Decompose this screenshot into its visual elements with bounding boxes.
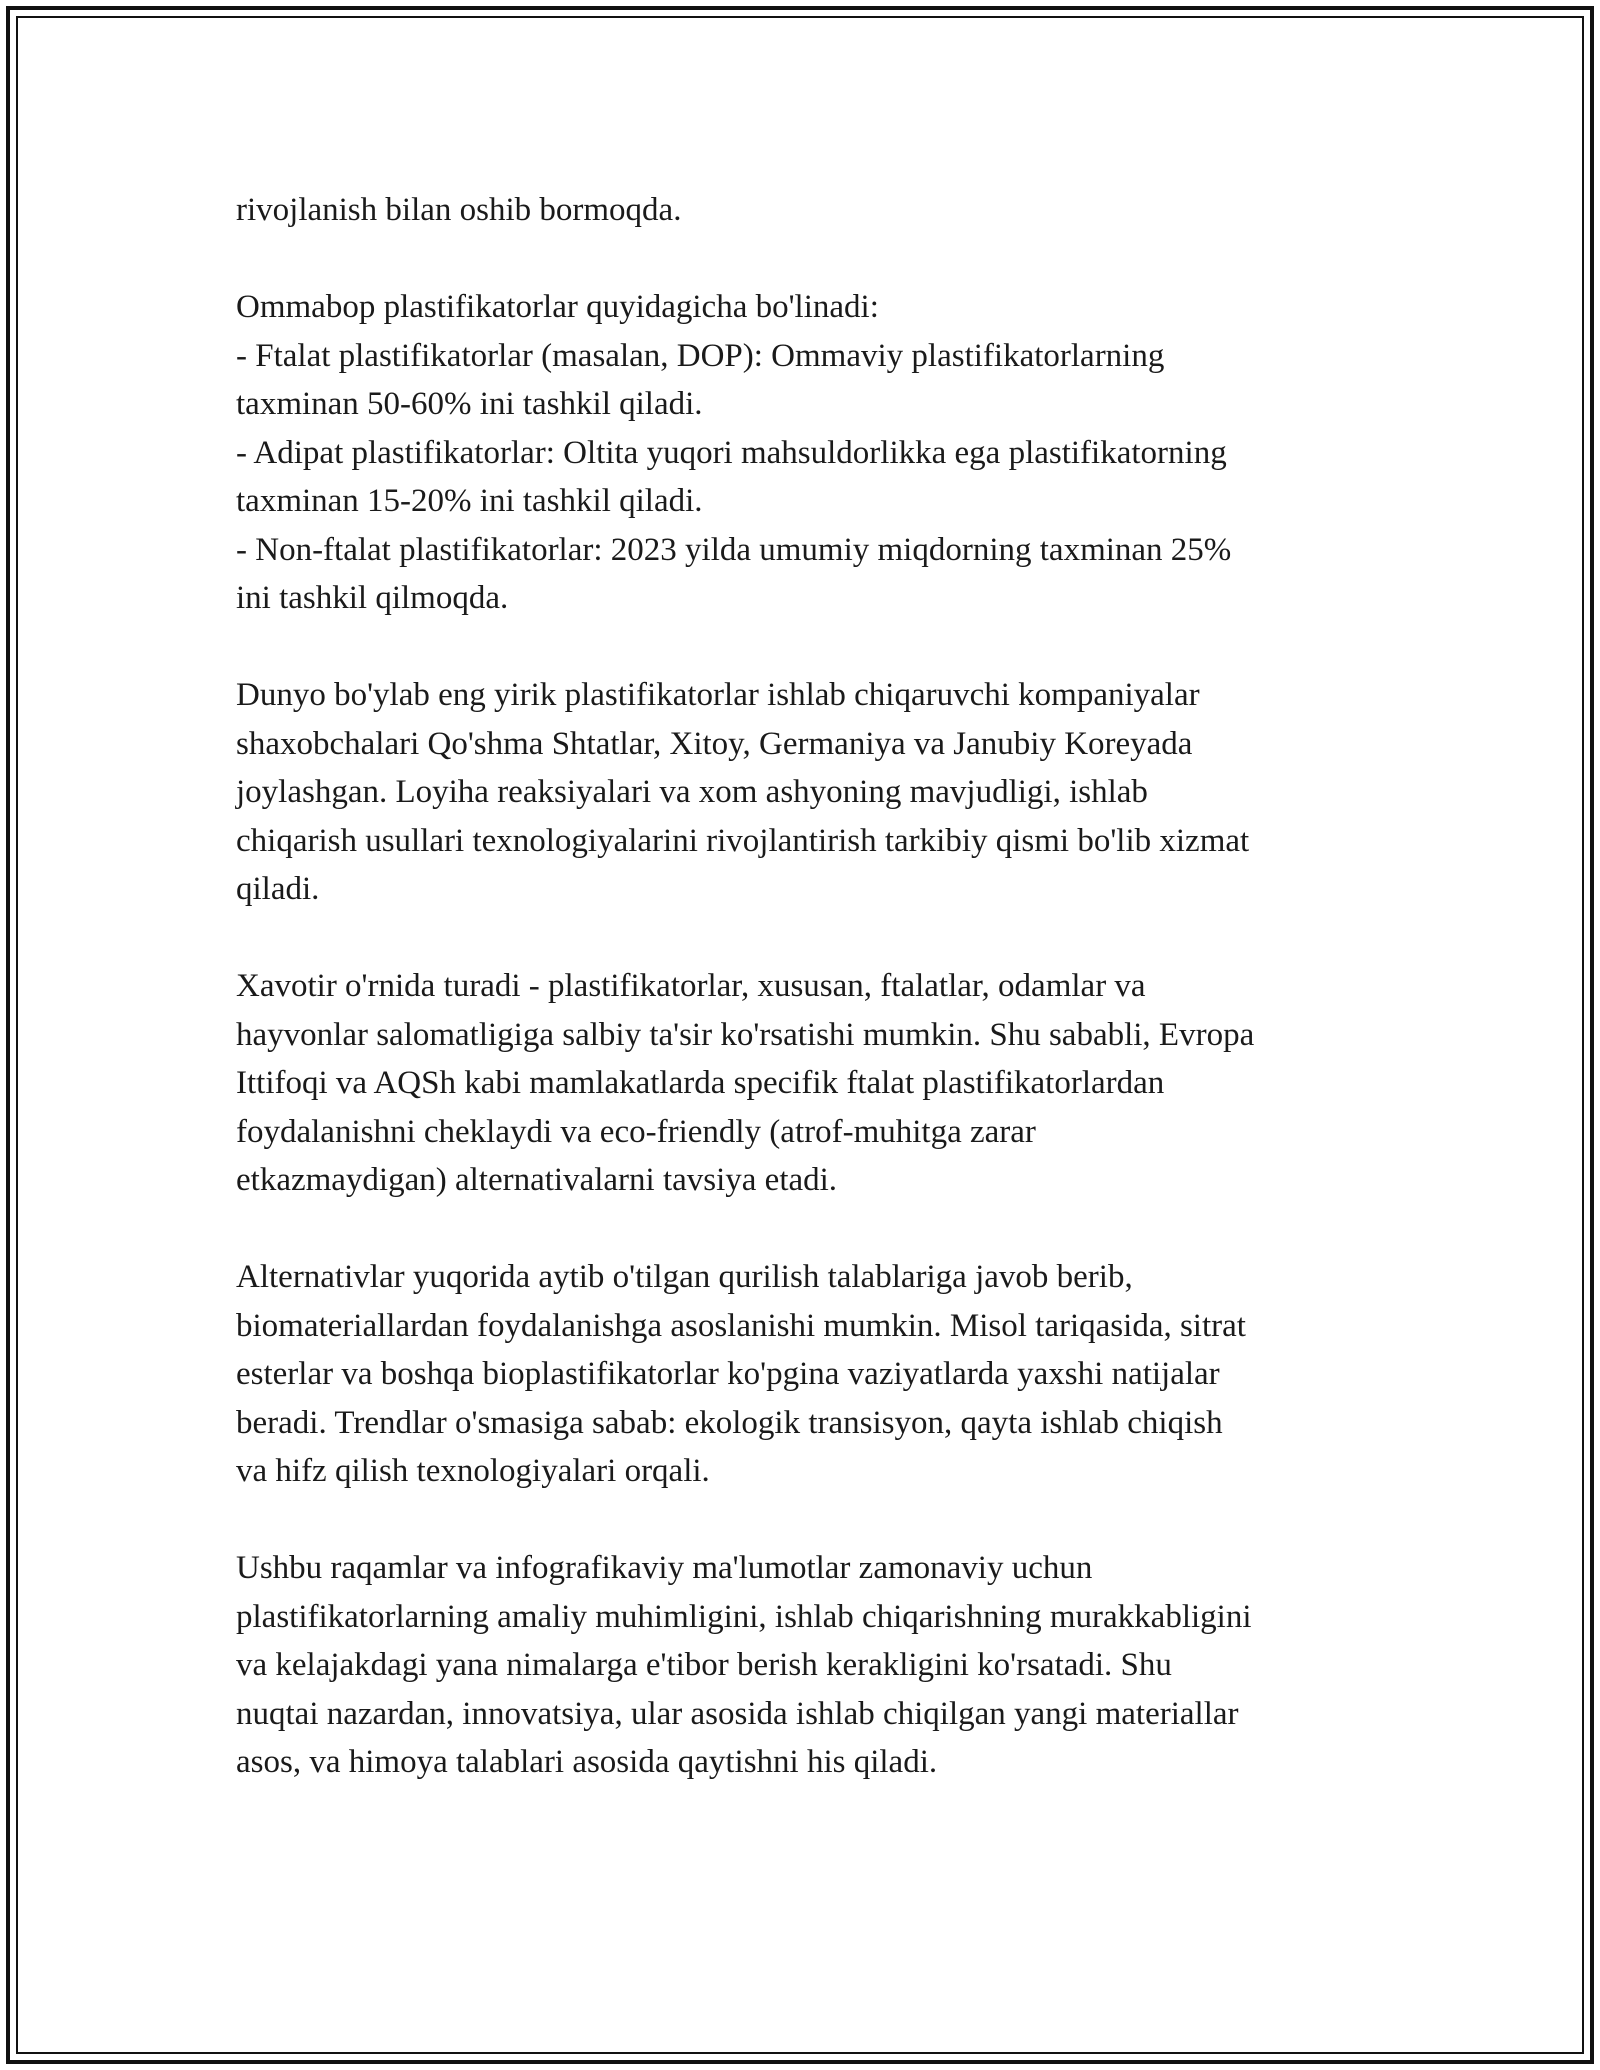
list-item-phthalate: - Ftalat plastifikatorlar (masalan, DOP): Ommaviy plastifikatorlarning [236,337,1165,374]
text-line: plastifikatorlarning amaliy muhimligini, ishlab chiqarishning murakkabligini [236,1598,1252,1635]
paragraph-intro [236,186,1386,235]
text-line: chiqarish usullari texnologiyalarini rivojlantirish tarkibiy qismi bo'lib xizmat [236,822,1250,859]
text-line: nuqtai nazardan, innovatsiya, ular asosida ishlab chiqilgan yangi materiallar [236,1695,1239,1732]
text-line: esterlar va boshqa bioplastifikatorlar ko'pgina vaziyatlarda yaxshi natijalar [236,1356,1220,1392]
text-line: rivojlanish bilan oshib bormoqda. [236,192,682,228]
text-line: Alternativlar yuqorida aytib o'tilgan qurilish talablariga javob berib, [236,1259,1133,1295]
text-line: biomateriallardan foydalanishga asoslanishi mumkin. Misol tariqasida, sitrat [236,1307,1246,1344]
list-item-adipate: - Adipat plastifikatorlar: Oltita yuqori mahsuldorlikka ega plastifikatorning [236,434,1227,471]
paragraph-alternatives [236,1253,1386,1496]
paragraph-health-concern [236,962,1386,1205]
paragraph-conclusion [236,1544,1386,1787]
paragraph-plasticizer-types [236,283,1386,623]
text-line: etkazmaydigan) alternativalarni tavsiya etadi. [236,1162,838,1198]
paragraph-producers [236,671,1386,914]
text-line: Ommabop plastifikatorlar quyidagicha bo'linadi: [236,289,879,325]
text-line: qiladi. [236,871,320,907]
text-line: va kelajakdagi yana nimalarga e'tibor berish kerakligini ko'rsatadi. Shu [236,1647,1172,1683]
text-line: hayvonlar salomatligiga salbiy ta'sir ko'rsatishi mumkin. Shu sababli, Evropa [236,1016,1255,1053]
text-line: beradi. Trendlar o'smasiga sabab: ekologik transisyon, qayta ishlab chiqish [236,1404,1223,1441]
text-line: Ittifoqi va AQSh kabi mamlakatlarda specifik ftalat plastifikatorlardan [236,1065,1165,1101]
document-body [236,186,1386,1835]
text-line: taxminan 50-60% ini tashkil qiladi. [236,386,703,422]
text-line: Dunyo bo'ylab eng yirik plastifikatorlar ishlab chiqaruvchi kompaniyalar [236,677,1200,713]
text-line: asos, va himoya talablari asosida qaytishni his qiladi. [236,1744,938,1780]
text-line: Xavotir o'rnida turadi - plastifikatorlar, xususan, ftalatlar, odamlar va [236,968,1146,1004]
text-line: ini tashkil qilmoqda. [236,580,509,616]
text-line: Ushbu raqamlar va infografikaviy ma'lumotlar zamonaviy uchun [236,1550,1093,1586]
text-line: foydalanishni cheklaydi va eco-friendly (atrof-muhitga zarar [236,1113,1036,1150]
text-line: joylashgan. Loyiha reaksiyalari va xom ashyoning mavjudligi, ishlab [236,774,1148,810]
text-line: va hifz qilish texnologiyalari orqali. [236,1453,710,1489]
text-line: shaxobchalari Qo'shma Shtatlar, Xitoy, Germaniya va Janubiy Koreyada [236,725,1193,762]
list-item-non-phthalate: - Non-ftalat plastifikatorlar: 2023 yilda umumiy miqdorning taxminan 25% [236,531,1232,568]
text-line: taxminan 15-20% ini tashkil qiladi. [236,483,703,519]
